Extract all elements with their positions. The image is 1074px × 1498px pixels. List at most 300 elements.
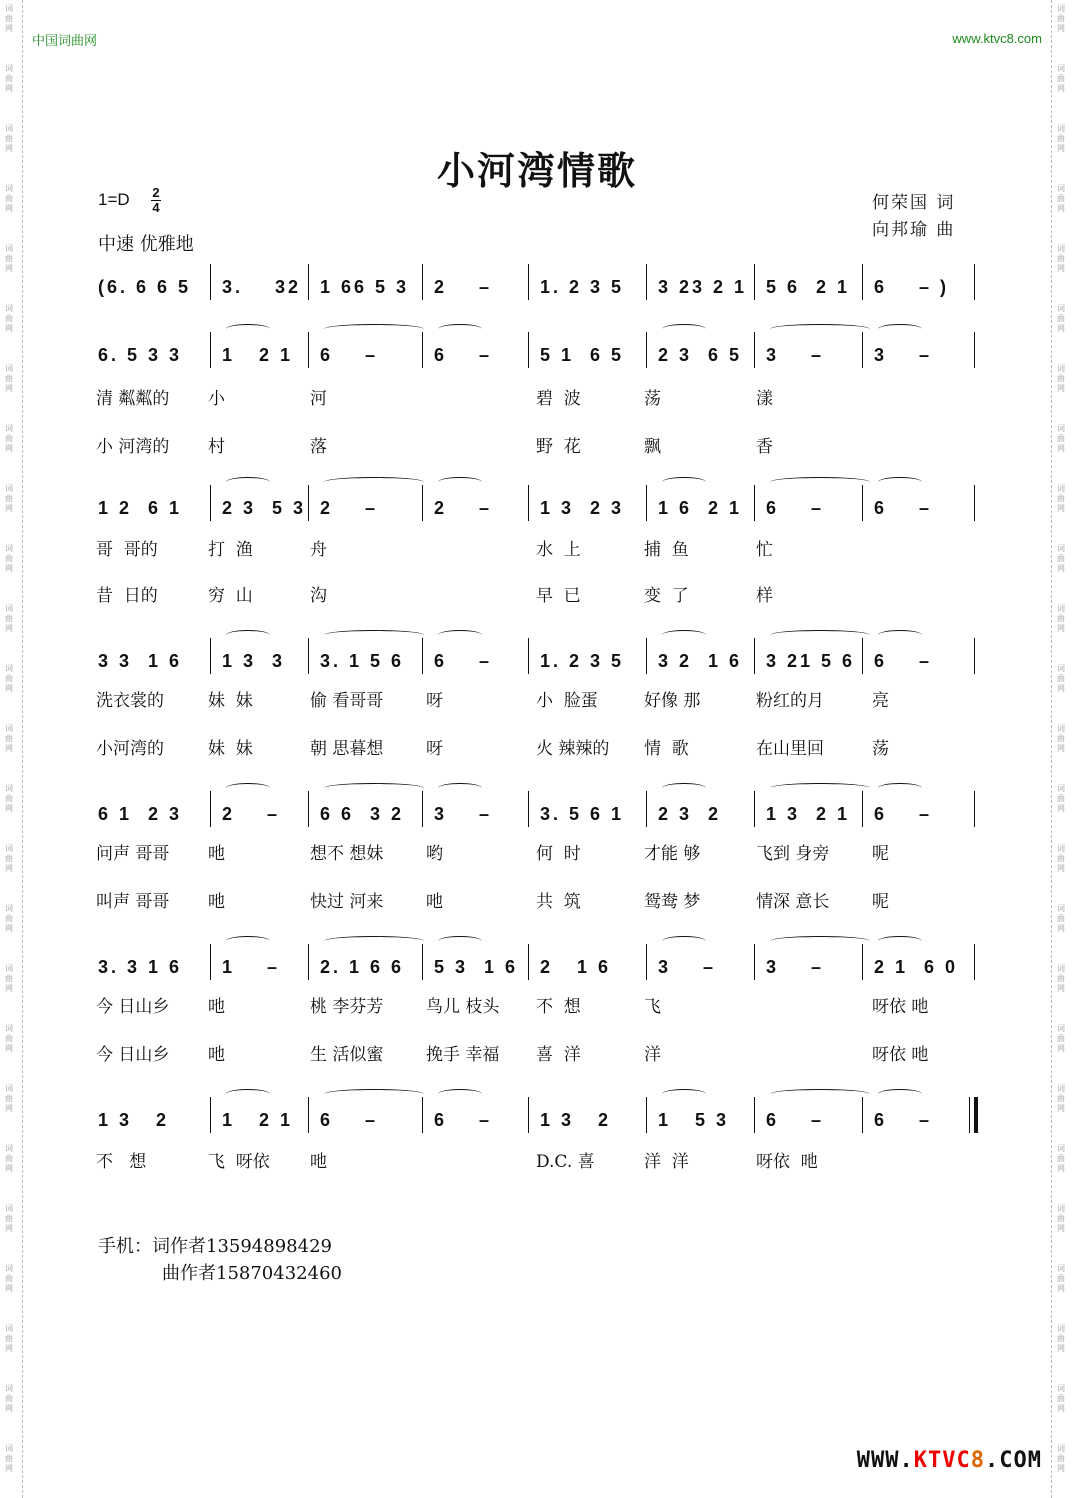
lyric-word: D.C. 喜 [536, 1152, 595, 1172]
barline [754, 332, 755, 368]
lyric-word: 呀 [426, 739, 443, 759]
lyric-word: 洋 [644, 1045, 661, 1065]
lyric-word: 火 辣辣的 [536, 739, 610, 759]
barline [646, 638, 647, 674]
measure: 6 – [320, 345, 379, 365]
measure: 5 6 2 1 [766, 277, 851, 297]
barline [528, 944, 529, 980]
lyric-word: 碧 波 [536, 389, 581, 409]
lyric-word: 挽手 幸福 [426, 1045, 500, 1065]
measure: 6 – [434, 1110, 493, 1130]
barline [974, 485, 975, 521]
lyric-word: 鸟儿 枝头 [426, 997, 500, 1017]
measure: 2 3 5 3 [222, 498, 307, 518]
measure: 2 – [434, 498, 493, 518]
measure: 5 1 6 5 [540, 345, 625, 365]
lyric-word: 捕 鱼 [644, 540, 689, 560]
edge-mark-text: 词曲网 [1057, 1204, 1065, 1233]
edge-mark-text: 词曲网 [5, 244, 13, 273]
lyric-line [96, 1147, 978, 1172]
slur-mark [324, 324, 424, 334]
barline [974, 332, 975, 368]
barline [422, 264, 423, 300]
composer-credit: 向邦瑜 曲 [872, 220, 956, 240]
edge-mark-text: 词曲网 [5, 544, 13, 573]
lyric-word: 不 想 [96, 1152, 147, 1172]
slur-mark [662, 477, 706, 487]
slur-mark [878, 936, 922, 946]
lyric-line [96, 734, 978, 759]
lyric-word: 才能 够 [644, 844, 701, 864]
measure: 2 3 2 [658, 804, 722, 824]
barline [308, 944, 309, 980]
lyric-line [96, 1040, 978, 1065]
measure: 2 3 6 5 [658, 345, 743, 365]
measure: 1. 2 3 5 [540, 277, 625, 297]
lyric-word: 飞 [644, 997, 661, 1017]
lyric-word: 妹 妹 [208, 691, 253, 711]
barline [308, 638, 309, 674]
lyric-word: 呢 [872, 892, 889, 912]
measure: 3. 1 5 6 [320, 651, 405, 671]
slur-mark [878, 630, 922, 640]
measure: 2 1 6 0 [874, 957, 959, 977]
edge-mark-text: 词曲网 [1057, 784, 1065, 813]
measure: 3 – [766, 957, 825, 977]
measure: 3 – [434, 804, 493, 824]
measure: 6 – [874, 1110, 933, 1130]
barline [528, 485, 529, 521]
measure: 6 – [434, 345, 493, 365]
edge-mark-text: 词曲网 [5, 1324, 13, 1353]
slur-mark [324, 1089, 424, 1099]
measure: 1 5 3 [658, 1110, 730, 1130]
edge-mark-text: 词曲网 [1057, 544, 1065, 573]
score-row [96, 497, 978, 523]
time-top: 2 [152, 185, 160, 200]
barline [646, 332, 647, 368]
lyric-word: 快过 河来 [310, 892, 384, 912]
lyric-word: 呀依 吔 [756, 1152, 818, 1172]
edge-mark-text: 词曲网 [1057, 364, 1065, 393]
lyric-word: 吔 [310, 1152, 327, 1172]
barline [754, 1097, 755, 1133]
measure: 1 3 2 [98, 1110, 170, 1130]
barline [210, 791, 211, 827]
slur-mark [878, 477, 922, 487]
barline [422, 485, 423, 521]
lyric-word: 水 上 [536, 540, 581, 560]
measure: 6 – [874, 498, 933, 518]
slur-mark [770, 630, 870, 640]
barline [754, 791, 755, 827]
edge-mark-text: 词曲网 [1057, 184, 1065, 213]
edge-mark-text: 词曲网 [5, 1444, 13, 1473]
measure: 2 – [434, 277, 493, 297]
lyric-word: 早 已 [536, 586, 581, 606]
measure: 1 3 2 1 [766, 804, 851, 824]
score-row [96, 803, 978, 829]
measure: 1 6 2 1 [658, 498, 743, 518]
barline [646, 485, 647, 521]
slur-mark [226, 477, 270, 487]
measure: 1 2 1 [222, 345, 294, 365]
measure: 3. 32 [222, 277, 302, 297]
lyric-word: 落 [310, 437, 327, 457]
lyric-word: 香 [756, 437, 773, 457]
barline [862, 1097, 863, 1133]
lyric-line [96, 384, 978, 409]
barline [862, 638, 863, 674]
slur-mark [770, 324, 870, 334]
lyric-word: 漾 [756, 389, 773, 409]
barline [528, 332, 529, 368]
measure: 6 6 3 2 [320, 804, 405, 824]
barline [528, 1097, 529, 1133]
measure: 3 – [658, 957, 717, 977]
slur-mark [662, 324, 706, 334]
edge-mark-text: 词曲网 [1057, 484, 1065, 513]
measure: 2. 1 6 6 [320, 957, 405, 977]
measure: 6 – [874, 804, 933, 824]
lyric-word: 忙 [756, 540, 773, 560]
slur-mark [324, 477, 424, 487]
barline [646, 944, 647, 980]
lyric-word: 呀 [426, 691, 443, 711]
lyric-word: 清 粼粼的 [96, 389, 170, 409]
measure: 6 – [320, 1110, 379, 1130]
key-signature: 1=D [98, 190, 130, 209]
measure: 1 – [222, 957, 281, 977]
lyric-word: 洗衣裳的 [96, 691, 164, 711]
barline [974, 791, 975, 827]
barline [754, 638, 755, 674]
time-signature [151, 186, 161, 215]
edge-mark-text: 词曲网 [1057, 1024, 1065, 1053]
edge-mark-text: 词曲网 [5, 304, 13, 333]
lyric-word: 哥 哥的 [96, 540, 158, 560]
barline [422, 944, 423, 980]
edge-mark-text: 词曲网 [1057, 844, 1065, 873]
barline [862, 485, 863, 521]
slur-mark [438, 324, 482, 334]
lyric-word: 飞 呀依 [208, 1152, 270, 1172]
score-row [96, 956, 978, 982]
edge-mark-text: 词曲网 [5, 604, 13, 633]
edge-mark-text: 词曲网 [5, 1024, 13, 1053]
barline [974, 1097, 978, 1133]
lyric-word: 偷 看哥哥 [310, 691, 384, 711]
edge-mark-text: 词曲网 [1057, 424, 1065, 453]
contact-line-2: 曲作者15870432460 [162, 1263, 342, 1284]
barline [308, 485, 309, 521]
measure: 3 3 1 6 [98, 651, 183, 671]
slur-mark [770, 783, 870, 793]
site-watermark [857, 1448, 1042, 1473]
slur-mark [438, 630, 482, 640]
edge-mark-text: 词曲网 [1057, 304, 1065, 333]
measure: (6. 6 6 5 [98, 277, 192, 297]
lyric-word: 小 脸蛋 [536, 691, 598, 711]
site-name-left: 中国词曲网 [32, 34, 98, 49]
barline [422, 638, 423, 674]
lyric-word: 鸳鸯 梦 [644, 892, 701, 912]
lyric-word: 变 了 [644, 586, 689, 606]
measure: 3. 5 6 1 [540, 804, 625, 824]
lyric-line [96, 839, 978, 864]
lyric-word: 飞到 身旁 [756, 844, 830, 864]
lyric-word: 河 [310, 389, 327, 409]
barline [754, 485, 755, 521]
lyric-word: 好像 那 [644, 691, 701, 711]
measure: 5 3 1 6 [434, 957, 519, 977]
slur-mark [878, 1089, 922, 1099]
lyric-word: 村 [208, 437, 225, 457]
lyric-word: 吔 [208, 844, 225, 864]
slur-mark [438, 936, 482, 946]
barline [646, 264, 647, 300]
lyric-word: 小河湾的 [96, 739, 164, 759]
slur-mark [324, 936, 424, 946]
measure: 6. 5 3 3 [98, 345, 183, 365]
lyric-word: 情 歌 [644, 739, 689, 759]
time-bottom: 4 [152, 200, 160, 215]
song-title: 小河湾情歌 [436, 148, 637, 193]
barline [862, 264, 863, 300]
lyric-word: 今 日山乡 [96, 997, 170, 1017]
measure: 6 – [874, 651, 933, 671]
slur-mark [662, 630, 706, 640]
edge-mark-text: 词曲网 [1057, 124, 1065, 153]
lyric-word: 叫声 哥哥 [96, 892, 170, 912]
lyric-word: 亮 [872, 691, 889, 711]
barline [862, 332, 863, 368]
lyric-word: 何 时 [536, 844, 581, 864]
slur-mark [770, 477, 870, 487]
edge-mark-text: 词曲网 [1057, 964, 1065, 993]
lyric-word: 吔 [208, 892, 225, 912]
slur-mark [662, 783, 706, 793]
slur-mark [324, 630, 424, 640]
lyric-word: 荡 [872, 739, 889, 759]
measure: 3 – [766, 345, 825, 365]
edge-mark-text: 词曲网 [5, 184, 13, 213]
lyric-line [96, 432, 978, 457]
edge-mark-text: 词曲网 [5, 64, 13, 93]
barline [210, 638, 211, 674]
barline [210, 332, 211, 368]
measure: 1 66 5 3 [320, 277, 410, 297]
lyric-word: 小 [208, 389, 225, 409]
lyric-word: 想不 想妹 [310, 844, 384, 864]
edge-mark-text: 词曲网 [5, 124, 13, 153]
barline [974, 264, 975, 300]
watermark-part: KTVC [913, 1448, 971, 1473]
slur-mark [662, 1089, 706, 1099]
measure: 1 3 2 3 [540, 498, 625, 518]
slur-mark [226, 783, 270, 793]
lyric-word: 共 筑 [536, 892, 581, 912]
watermark-part: WWW. [856, 1448, 914, 1473]
barline [308, 264, 309, 300]
barline [862, 791, 863, 827]
slur-mark [324, 783, 424, 793]
lyric-word: 呀依 吔 [872, 997, 929, 1017]
edge-mark-text: 词曲网 [5, 4, 13, 33]
left-edge-marks [0, 0, 23, 1498]
edge-mark-text: 词曲网 [1057, 904, 1065, 933]
edge-mark-text: 词曲网 [1057, 244, 1065, 273]
lyric-word: 穷 山 [208, 586, 253, 606]
barline [646, 1097, 647, 1133]
barline [528, 264, 529, 300]
edge-mark-text: 词曲网 [1057, 1384, 1065, 1413]
barline [308, 1097, 309, 1133]
lyric-word: 打 渔 [208, 540, 253, 560]
barline [422, 791, 423, 827]
edge-mark-text: 词曲网 [5, 904, 13, 933]
measure: 3. 3 1 6 [98, 957, 183, 977]
measure: 3 21 5 6 [766, 651, 856, 671]
edge-mark-text: 词曲网 [1057, 664, 1065, 693]
slur-mark [226, 936, 270, 946]
edge-mark-text: 词曲网 [5, 784, 13, 813]
lyric-word: 舟 [310, 540, 327, 560]
barline [210, 1097, 211, 1133]
lyric-word: 桃 李芬芳 [310, 997, 384, 1017]
lyric-word: 吔 [208, 1045, 225, 1065]
measure: 6 – [434, 651, 493, 671]
edge-mark-text: 词曲网 [1057, 724, 1065, 753]
slur-mark [770, 936, 870, 946]
edge-mark-text: 词曲网 [5, 1384, 13, 1413]
score-row [96, 344, 978, 370]
barline [210, 944, 211, 980]
lyric-word: 粉红的月 [756, 691, 824, 711]
edge-mark-text: 词曲网 [5, 364, 13, 393]
measure: 3 23 2 1 [658, 277, 748, 297]
lyric-word: 生 活似蜜 [310, 1045, 384, 1065]
lyric-word: 样 [756, 586, 773, 606]
lyric-word: 荡 [644, 389, 661, 409]
barline [210, 264, 211, 300]
barline [422, 1097, 423, 1133]
watermark-part: 8 [970, 1448, 986, 1473]
right-edge-marks [1051, 0, 1074, 1498]
slur-mark [438, 783, 482, 793]
slur-mark [438, 1089, 482, 1099]
lyric-word: 哟 [426, 844, 443, 864]
barline [308, 791, 309, 827]
lyric-word: 不 想 [536, 997, 581, 1017]
lyric-line [96, 1193, 978, 1215]
edge-mark-text: 词曲网 [1057, 4, 1065, 33]
lyric-line [96, 686, 978, 711]
barline [646, 791, 647, 827]
measure: 1 3 2 [540, 1110, 612, 1130]
measure: 1 2 1 [222, 1110, 294, 1130]
lyric-word: 洋 洋 [644, 1152, 689, 1172]
measure: 3 – [874, 345, 933, 365]
edge-mark-text: 词曲网 [5, 844, 13, 873]
lyric-word: 吔 [208, 997, 225, 1017]
slur-mark [878, 783, 922, 793]
barline [974, 638, 975, 674]
watermark-part: .COM [985, 1448, 1042, 1473]
slur-mark [438, 477, 482, 487]
slur-mark [662, 936, 706, 946]
contact-line-1: 手机：词作者13594898429 [98, 1236, 332, 1257]
edge-mark-text: 词曲网 [1057, 1144, 1065, 1173]
edge-mark-text: 词曲网 [1057, 64, 1065, 93]
site-url-right: www.ktvc8.com [952, 31, 1042, 46]
barline [754, 944, 755, 980]
edge-mark-text: 词曲网 [1057, 604, 1065, 633]
barline [754, 264, 755, 300]
tempo-marking: 中速 优雅地 [98, 234, 194, 255]
slur-mark [878, 324, 922, 334]
lyric-line [96, 535, 978, 560]
barline [862, 944, 863, 980]
lyric-line [96, 887, 978, 912]
edge-mark-text: 词曲网 [5, 484, 13, 513]
score-row [96, 650, 978, 676]
barline [528, 791, 529, 827]
lyric-word: 呀依 吔 [872, 1045, 929, 1065]
edge-mark-text: 词曲网 [5, 1084, 13, 1113]
edge-mark-text: 词曲网 [1057, 1324, 1065, 1353]
lyric-word: 朝 思暮想 [310, 739, 384, 759]
barline [210, 485, 211, 521]
lyric-word: 飘 [644, 437, 661, 457]
lyric-word: 今 日山乡 [96, 1045, 170, 1065]
measure: 6 – ) [874, 277, 950, 297]
measure: 3 2 1 6 [658, 651, 743, 671]
measure: 2 – [222, 804, 281, 824]
lyric-word: 昔 日的 [96, 586, 158, 606]
slur-mark [226, 630, 270, 640]
lyric-word: 沟 [310, 586, 327, 606]
barline [422, 332, 423, 368]
measure: 1 3 3 [222, 651, 286, 671]
edge-mark-text: 词曲网 [5, 664, 13, 693]
slur-mark [226, 1089, 270, 1099]
score-row [96, 1109, 978, 1135]
barline [974, 944, 975, 980]
edge-mark-text: 词曲网 [5, 724, 13, 753]
barline [528, 638, 529, 674]
measure: 1. 2 3 5 [540, 651, 625, 671]
lyric-word: 吔 [426, 892, 443, 912]
edge-mark-text: 词曲网 [5, 1144, 13, 1173]
measure: 2 1 6 [540, 957, 612, 977]
edge-mark-text: 词曲网 [5, 424, 13, 453]
edge-mark-text: 词曲网 [5, 964, 13, 993]
lyric-word: 情深 意长 [756, 892, 830, 912]
edge-mark-text: 词曲网 [5, 1204, 13, 1233]
edge-mark-text: 词曲网 [1057, 1084, 1065, 1113]
measure: 6 – [766, 1110, 825, 1130]
measure: 6 1 2 3 [98, 804, 183, 824]
slur-mark [226, 324, 270, 334]
score-row [96, 276, 978, 302]
measure: 1 2 6 1 [98, 498, 183, 518]
slur-mark [770, 1089, 870, 1099]
lyric-line [96, 992, 978, 1017]
edge-mark-text: 词曲网 [1057, 1444, 1065, 1473]
lyric-word: 呢 [872, 844, 889, 864]
lyric-line [96, 581, 978, 606]
